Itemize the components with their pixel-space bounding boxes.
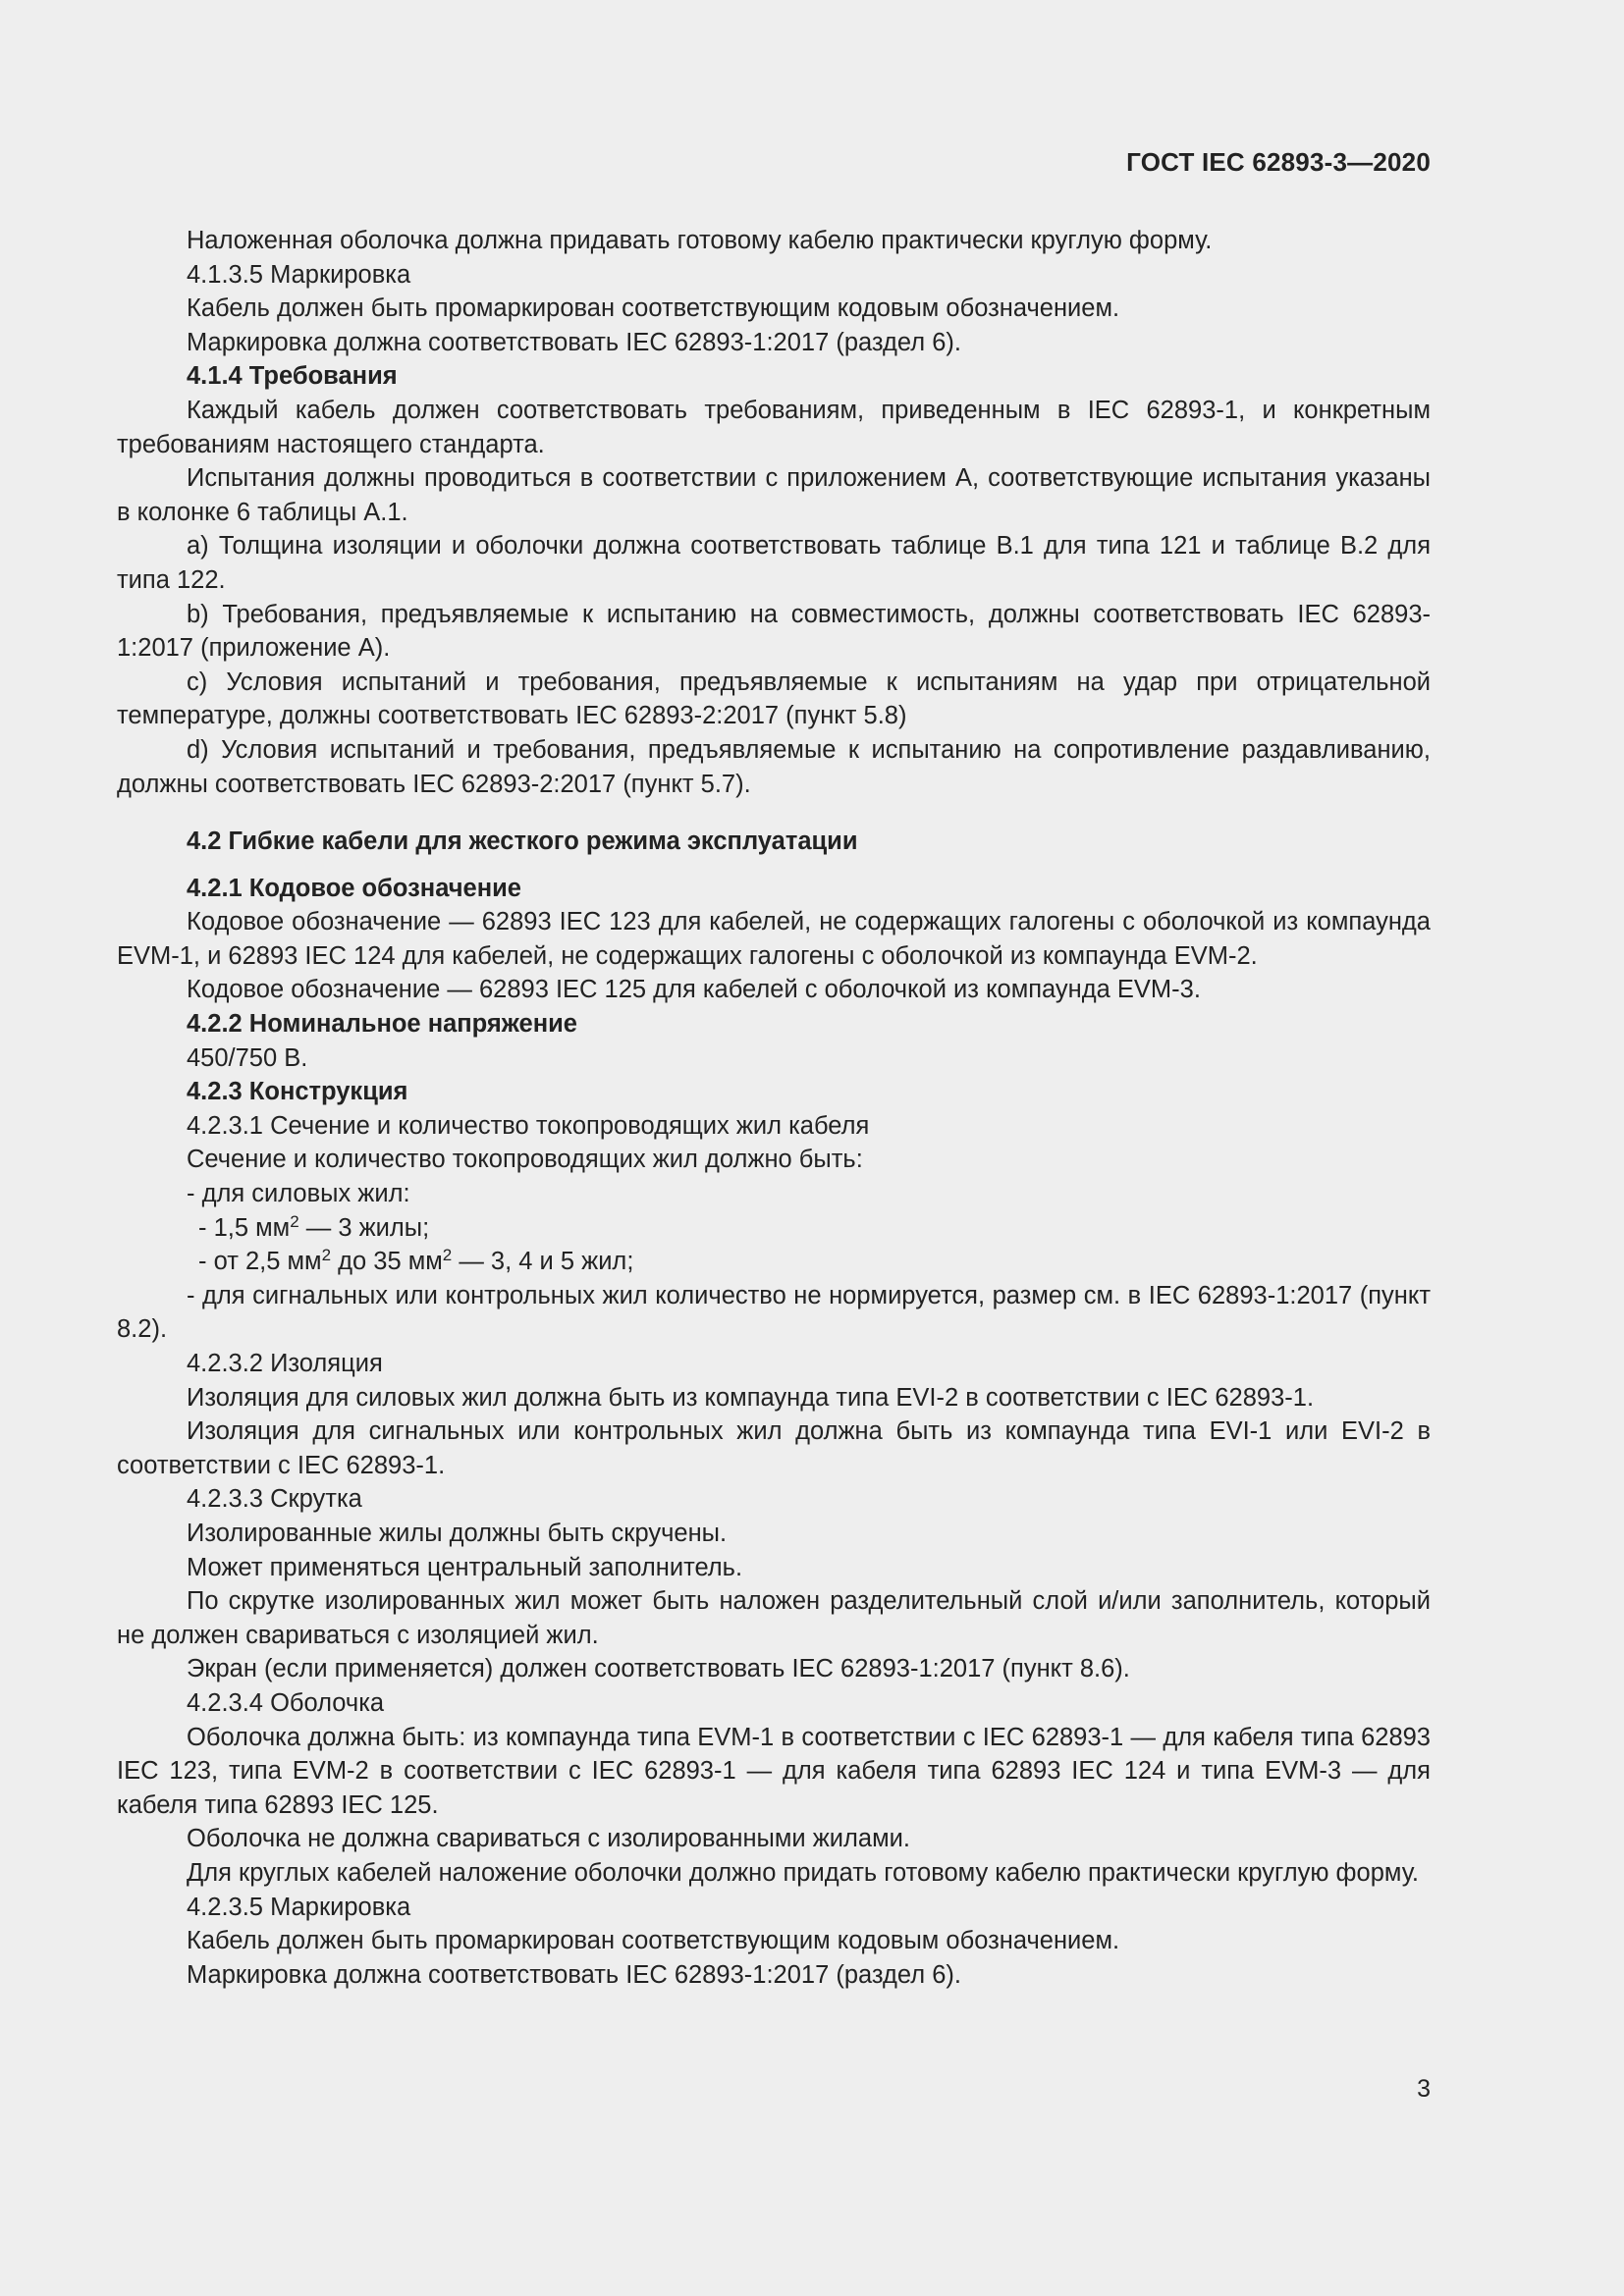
paragraph: - для сигнальных или контрольных жил количество не нормируется, размер см. в IEC 62893-1:2017 (пункт 8.2). [117, 1281, 1431, 1344]
subsection-heading: 4.2.3.1 Сечение и количество токопроводящих жил кабеля [187, 1111, 870, 1140]
paragraph: Кодовое обозначение — 62893 IEC 123 для кабелей, не содержащих галогены с оболочкой из компаунда EVM-1, и 62893 IEC 124 для кабелей, не содержащих галогены с оболочкой из компаунда EVM-2. [117, 908, 1431, 970]
paragraph: Экран (если применяется) должен соответствовать IEC 62893-1:2017 (пункт 8.6). [187, 1655, 1130, 1683]
paragraph: Маркировка должна соответствовать IEC 62893-1:2017 (раздел 6). [187, 328, 961, 356]
paragraph: Сечение и количество токопроводящих жил должно быть: [187, 1146, 863, 1174]
list-item [117, 1211, 1431, 1246]
core-item-text: - от 2,5 мм [198, 1248, 322, 1276]
paragraph: Кабель должен быть промаркирован соответствующим кодовым обозначением. [187, 1927, 1120, 1955]
document-body [117, 224, 1431, 1992]
paragraph: Наложенная оболочка должна придавать готовому кабелю практически круглую форму. [187, 227, 1213, 254]
section-heading: 4.2.2 Номинальное напряжение [187, 1010, 577, 1039]
section-heading: 4.2 Гибкие кабели для жесткого режима эксплуатации [187, 828, 858, 856]
paragraph: Кабель должен быть промаркирован соответствующим кодовым обозначением. [187, 294, 1120, 323]
paragraph: Изолированные жилы должны быть скручены. [187, 1519, 728, 1547]
paragraph: Может применяться центральный заполнитель. [187, 1553, 743, 1581]
superscript: 2 [442, 1246, 453, 1265]
paragraph: Каждый кабель должен соответствовать требованиям, приведенным в IEC 62893-1, и конкретным требованиям настоящего стандарта. [117, 396, 1431, 458]
list-item [117, 1245, 1431, 1279]
subsection-heading: 4.2.3.3 Скрутка [187, 1485, 362, 1514]
subsection-heading: 4.2.3.5 Маркировка [187, 1893, 411, 1921]
paragraph: Для круглых кабелей наложение оболочки должно придать готовому кабелю практически круглую форму. [187, 1858, 1420, 1887]
list-item-b: b) Требования, предъявляемые к испытанию на совместимость, должны соответствовать IEC 62893-1:2017 (приложение A). [117, 600, 1431, 663]
list-heading: - для силовых жил: [187, 1180, 410, 1208]
subsection-heading: 4.1.3.5 Маркировка [187, 260, 411, 289]
document-code-header: ГОСТ IEC 62893-3—2020 [1126, 147, 1431, 177]
list-item-d: d) Условия испытаний и требования, предъявляемые к испытанию на сопротивление раздавливанию, должны соответствовать IEC 62893-2:2017 (пункт 5.7). [117, 735, 1431, 798]
section-heading: 4.2.1 Кодовое обозначение [187, 874, 521, 902]
paragraph: Изоляция для сигнальных или контрольных жил должна быть из компаунда типа EVI-1 или EVI-2 в соответствии с IEC 62893-1. [117, 1417, 1431, 1479]
core-item-text: — 3, 4 и 5 жил; [452, 1248, 634, 1276]
paragraph: Испытания должны проводиться в соответствии с приложением А, соответствующие испытания указаны в колонке 6 таблицы А.1. [117, 464, 1431, 526]
list-item-a: a) Толщина изоляции и оболочки должна соответствовать таблице B.1 для типа 121 и таблице B.2 для типа 122. [117, 532, 1431, 594]
paragraph: Маркировка должна соответствовать IEC 62893-1:2017 (раздел 6). [187, 1960, 961, 1989]
paragraph: Оболочка не должна свариваться с изолированными жилами. [187, 1825, 910, 1853]
paragraph: Кодовое обозначение — 62893 IEC 125 для кабелей с оболочкой из компаунда EVM-3. [187, 976, 1201, 1004]
superscript: 2 [321, 1246, 332, 1265]
page-number: 3 [1417, 2075, 1431, 2103]
list-item-c: c) Условия испытаний и требования, предъявляемые к испытаниям на удар при отрицательной температуре, должны соответствовать IEC 62893-2:2017 (пункт 5.8) [117, 667, 1431, 730]
section-heading: 4.2.3 Конструкция [187, 1078, 408, 1106]
paragraph: По скрутке изолированных жил может быть наложен разделительный слой и/или заполнитель, который не должен свариваться с изоляцией жил. [117, 1587, 1431, 1649]
core-item-text: — 3 жилы; [298, 1213, 430, 1242]
core-item-text: до 35 мм [331, 1248, 443, 1276]
core-item-text: - 1,5 мм [198, 1213, 291, 1242]
paragraph: Оболочка должна быть: из компаунда типа EVM-1 в соответствии с IEC 62893-1 — для кабеля типа 62893 IEC 123, типа EVM-2 в соответствии с IEC 62893-1 — для кабеля типа 62893 IEC 124 и типа EVM-3 — для кабеля типа 62893 IEC 125. [117, 1723, 1431, 1819]
subsection-heading: 4.2.3.4 Оболочка [187, 1688, 385, 1717]
superscript: 2 [290, 1211, 299, 1231]
paragraph: Изоляция для силовых жил должна быть из компаунда типа EVI-2 в соответствии с IEC 62893-1. [187, 1383, 1315, 1412]
paragraph: 450/750 В. [187, 1043, 308, 1072]
section-heading: 4.1.4 Требования [187, 362, 398, 391]
subsection-heading: 4.2.3.2 Изоляция [187, 1350, 383, 1377]
